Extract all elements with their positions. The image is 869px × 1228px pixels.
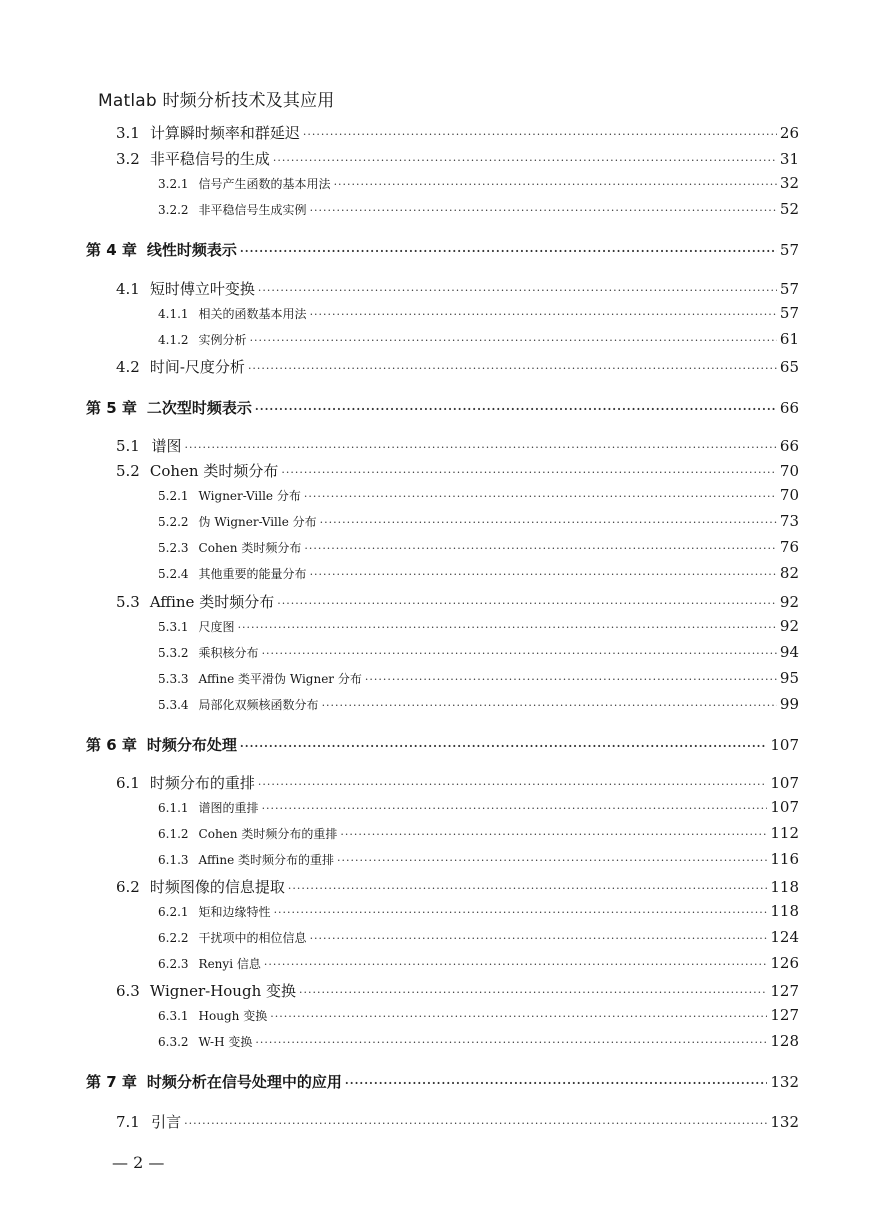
dot-leader [365, 673, 777, 686]
toc-entry-sub [158, 798, 799, 816]
toc-entry-number: 3.2.1 [158, 177, 189, 191]
toc-entry-number: 第 4 章 [86, 241, 137, 259]
toc-entry-number: 5.2 [116, 462, 140, 480]
toc-entry-title: 时频分析在信号处理中的应用 [146, 1073, 342, 1091]
toc-entry-title: Hough 变换 [198, 1009, 268, 1023]
toc-entry-title: Cohen 类时频分布 [149, 462, 279, 480]
toc-entry-number: 5.1 [116, 437, 140, 455]
toc-entry-number: 5.3 [116, 593, 140, 611]
toc-entry-number: 5.2.1 [158, 489, 189, 503]
toc-entry-title: Affine 类时频分布的重排 [198, 853, 335, 867]
toc-entry-title: 局部化双频核函数分布 [198, 698, 319, 712]
dot-leader [288, 882, 767, 895]
toc-entry-title: 尺度图 [198, 620, 235, 634]
toc-entry-sub [158, 486, 799, 504]
toc-entry-page: 132 [770, 1073, 799, 1091]
dot-leader [184, 1117, 767, 1130]
toc-entry-number: 4.2 [116, 358, 140, 376]
toc-entry-title: Renyi 信息 [198, 957, 261, 971]
dot-leader [281, 466, 777, 479]
toc-entry-page: 107 [770, 774, 799, 792]
toc-entry-sub [158, 954, 799, 972]
toc-entry-page: 126 [770, 954, 799, 972]
toc-entry-title: Wigner-Hough 变换 [149, 982, 296, 1000]
toc-entry-page: 70 [779, 462, 799, 480]
toc-entry-page: 76 [779, 538, 799, 556]
dot-leader [310, 932, 768, 945]
dot-leader [258, 284, 777, 297]
toc-entry-number: 第 6 章 [86, 736, 137, 754]
toc-entry-number: 6.2.1 [158, 905, 189, 919]
toc-entry-number: 4.1 [116, 280, 140, 298]
toc-entry-page: 127 [770, 982, 799, 1000]
running-header: Matlab 时频分析技术及其应用 [98, 91, 335, 111]
toc-entry-page: 95 [779, 669, 799, 687]
toc-entry-sub [158, 564, 799, 582]
dot-leader [273, 154, 777, 167]
toc-entry-sub [158, 330, 799, 348]
dot-leader [270, 1010, 767, 1023]
toc-entry-page: 61 [779, 330, 799, 348]
dot-leader [340, 828, 767, 841]
toc-entry-title: 时频分布处理 [146, 736, 237, 754]
toc-entry-number: 6.1.2 [158, 827, 189, 841]
dot-leader [310, 568, 777, 581]
dot-leader [310, 308, 777, 321]
toc-entry-title: 线性时频表示 [146, 241, 237, 259]
dot-leader [238, 621, 777, 634]
toc-entry-number: 3.1 [116, 124, 140, 142]
toc-entry-number: 3.2.2 [158, 203, 189, 217]
toc-entry-page: 92 [779, 617, 799, 635]
toc-entry-title: 干扰项中的相位信息 [198, 931, 307, 945]
toc-entry-page: 128 [770, 1032, 799, 1050]
dot-leader [322, 699, 777, 712]
toc-entry-sub [158, 695, 799, 713]
toc-entry-chapter [86, 239, 799, 260]
toc-entry-chapter [86, 734, 799, 755]
toc-entry-page: 57 [779, 304, 799, 322]
toc-entry-number: 7.1 [116, 1113, 140, 1131]
toc-entry-number: 5.3.1 [158, 620, 189, 634]
toc-entry-title: Cohen 类时频分布 [198, 541, 302, 555]
toc-entry-sub [158, 200, 799, 218]
toc-entry-number: 5.2.4 [158, 567, 189, 581]
toc-entry-page: 52 [779, 200, 799, 218]
toc-entry-number: 6.1.3 [158, 853, 189, 867]
toc-entry-title: Cohen 类时频分布的重排 [198, 827, 338, 841]
toc-entry-page: 66 [779, 399, 799, 417]
toc-entry-page: 127 [770, 1006, 799, 1024]
toc-entry-title: 谱图的重排 [198, 801, 259, 815]
toc-entry-page: 57 [779, 280, 799, 298]
toc-entry-page: 31 [779, 150, 799, 168]
dot-leader [274, 906, 768, 919]
toc-entry-page: 107 [770, 736, 799, 754]
toc-entry-chapter [86, 1071, 799, 1092]
toc-entry-sub [158, 512, 799, 530]
toc-entry-title: 矩和边缘特性 [198, 905, 271, 919]
page-number: — 2 — [112, 1153, 165, 1172]
toc-entry-page: 99 [779, 695, 799, 713]
toc-entry-number: 6.2 [116, 878, 140, 896]
toc-entry-sub [158, 304, 799, 322]
dot-leader [262, 647, 777, 660]
toc-entry-title: 引言 [151, 1113, 182, 1131]
toc-entry-title: 伪 Wigner-Ville 分布 [198, 515, 317, 529]
toc-entry-number: 6.3.2 [158, 1035, 189, 1049]
toc-entry-section [116, 148, 799, 169]
dot-leader [255, 1036, 767, 1049]
toc-entry-title: 信号产生函数的基本用法 [198, 177, 331, 191]
toc-entry-title: W-H 变换 [198, 1035, 253, 1049]
dot-leader [277, 597, 777, 610]
dot-leader [320, 516, 777, 529]
dot-leader [240, 740, 767, 753]
toc-entry-page: 26 [779, 124, 799, 142]
toc-entry-title: 二次型时频表示 [146, 399, 252, 417]
toc-entry-page: 118 [770, 902, 799, 920]
toc-entry-section [116, 980, 799, 1001]
toc-entry-number: 5.2.3 [158, 541, 189, 555]
toc-entry-title: 时频图像的信息提取 [149, 878, 285, 896]
dot-leader [250, 334, 777, 347]
dot-leader [303, 128, 777, 141]
toc-entry-number: 4.1.2 [158, 333, 189, 347]
toc-entry-title: Wigner-Ville 分布 [198, 489, 301, 503]
dot-leader [264, 958, 768, 971]
toc-entry-page: 132 [770, 1113, 799, 1131]
dot-leader [255, 403, 777, 416]
toc-entry-sub [158, 824, 799, 842]
toc-entry-sub [158, 174, 799, 192]
toc-entry-page: 73 [779, 512, 799, 530]
toc-entry-section [116, 876, 799, 897]
toc-entry-sub [158, 669, 799, 687]
toc-entry-section [116, 591, 799, 612]
toc-entry-page: 116 [770, 850, 799, 868]
dot-leader [345, 1077, 767, 1090]
toc-entry-page: 32 [779, 174, 799, 192]
toc-entry-number: 5.3.2 [158, 646, 189, 660]
toc-entry-page: 107 [770, 798, 799, 816]
dot-leader [248, 362, 777, 375]
toc-entry-number: 6.1.1 [158, 801, 189, 815]
toc-entry-title: Affine 类平滑伪 Wigner 分布 [198, 672, 362, 686]
toc-entry-sub [158, 928, 799, 946]
toc-entry-number: 6.1 [116, 774, 140, 792]
dot-leader [240, 245, 777, 258]
toc-entry-sub [158, 1006, 799, 1024]
toc-entry-number: 5.2.2 [158, 515, 189, 529]
dot-leader [304, 542, 777, 555]
toc-entry-title: Affine 类时频分布 [149, 593, 275, 611]
toc-entry-section [116, 278, 799, 299]
toc-entry-title: 计算瞬时频率和群延迟 [149, 124, 300, 142]
toc-entry-number: 5.3.4 [158, 698, 189, 712]
toc-entry-page: 112 [770, 824, 799, 842]
toc-entry-page: 118 [770, 878, 799, 896]
toc-entry-title: 谱图 [151, 437, 182, 455]
dot-leader [262, 802, 768, 815]
toc-entry-sub [158, 1032, 799, 1050]
toc-entry-page: 66 [779, 437, 799, 455]
toc-entry-number: 6.3.1 [158, 1009, 189, 1023]
toc-entry-number: 第 7 章 [86, 1073, 137, 1091]
toc-entry-page: 57 [779, 241, 799, 259]
toc-entry-number: 6.3 [116, 982, 140, 1000]
toc-entry-title: 其他重要的能量分布 [198, 567, 307, 581]
toc-entry-sub [158, 617, 799, 635]
toc-entry-title: 时间-尺度分析 [149, 358, 245, 376]
toc-entry-title: 乘积核分布 [198, 646, 259, 660]
toc-entry-section [116, 122, 799, 143]
toc-entry-number: 4.1.1 [158, 307, 189, 321]
toc-entry-title: 非平稳信号生成实例 [198, 203, 307, 217]
toc-entry-sub [158, 643, 799, 661]
toc-entry-page: 94 [779, 643, 799, 661]
toc-entry-page: 65 [779, 358, 799, 376]
toc-entry-page: 70 [779, 486, 799, 504]
toc-entry-number: 6.2.2 [158, 931, 189, 945]
toc-entry-section [116, 1111, 799, 1132]
toc-entry-section [116, 460, 799, 481]
toc-entry-title: 相关的函数基本用法 [198, 307, 307, 321]
toc-entry-sub [158, 538, 799, 556]
dot-leader [334, 178, 777, 191]
toc-entry-number: 5.3.3 [158, 672, 189, 686]
toc-entry-section [116, 435, 799, 456]
toc-entry-sub [158, 850, 799, 868]
dot-leader [310, 204, 777, 217]
toc-entry-sub [158, 902, 799, 920]
toc-entry-number: 3.2 [116, 150, 140, 168]
toc-entry-number: 第 5 章 [86, 399, 137, 417]
toc-entry-chapter [86, 397, 799, 418]
toc-entry-page: 92 [779, 593, 799, 611]
dot-leader [258, 778, 767, 791]
toc-entry-page: 82 [779, 564, 799, 582]
toc-entry-number: 6.2.3 [158, 957, 189, 971]
toc-entry-section [116, 356, 799, 377]
dot-leader [337, 854, 767, 867]
dot-leader [299, 986, 767, 999]
toc-entry-title: 时频分布的重排 [149, 774, 255, 792]
toc-entry-title: 实例分析 [198, 333, 247, 347]
toc-entry-page: 124 [770, 928, 799, 946]
toc-entry-section [116, 772, 799, 793]
dot-leader [185, 441, 777, 454]
toc-entry-title: 短时傅立叶变换 [149, 280, 255, 298]
toc-entry-title: 非平稳信号的生成 [149, 150, 270, 168]
dot-leader [304, 490, 777, 503]
